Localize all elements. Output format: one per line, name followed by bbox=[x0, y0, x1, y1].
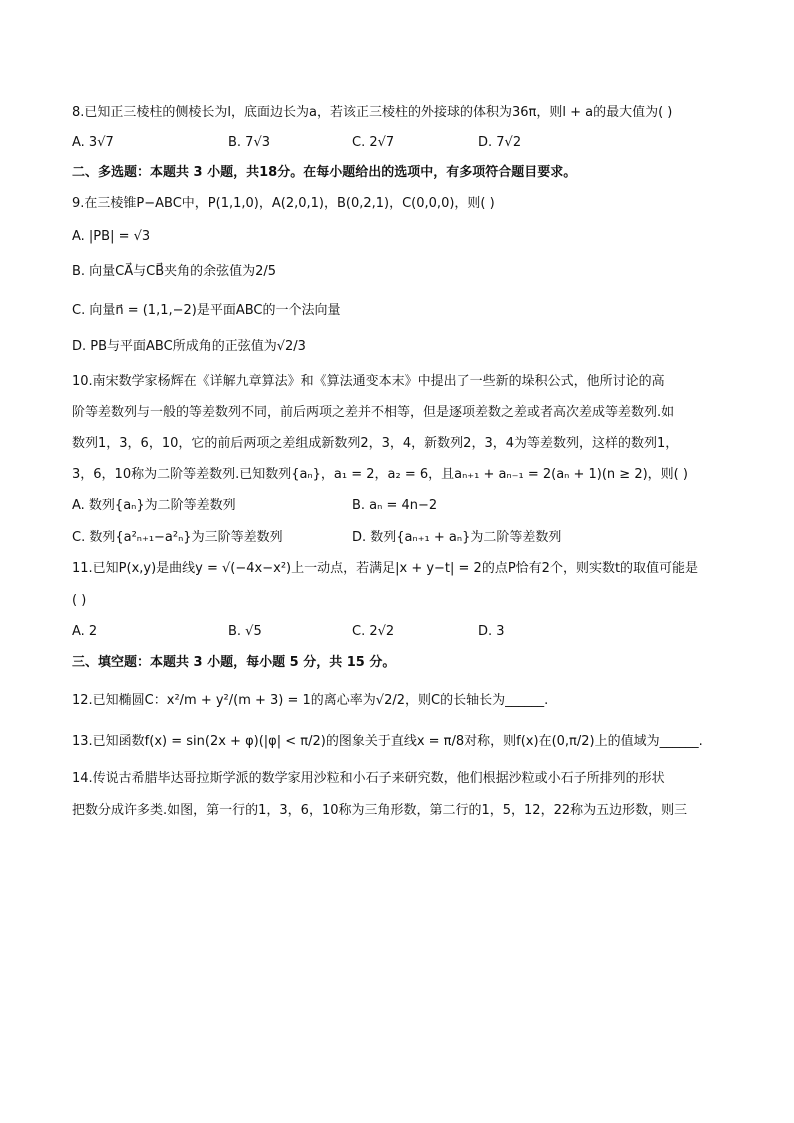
q8-option-b: B. 7√3 bbox=[228, 135, 271, 150]
q9-option-d: D. PB与平面ABC所成角的正弦值为√2/3 bbox=[72, 339, 306, 354]
q14-line-2: 把数分成许多类.如图，第一行的1，3，6，10称为三角形数，第二行的1，5，12，22称为五边形数，则三 bbox=[72, 803, 688, 818]
q11-line-2: ( ) bbox=[72, 593, 87, 608]
q10-line-4: 3，6，10称为二阶等差数列.已知数列{aₙ}，a₁ = 2，a₂ = 6，且aₙ₊₁ + aₙ₋₁ = 2(aₙ + 1)(n ≥ 2)，则( ) bbox=[72, 467, 688, 482]
q8-stem: 8.已知正三棱柱的侧棱长为l，底面边长为a，若该正三棱柱的外接球的体积为36π，则l + a的最大值为( ) bbox=[72, 105, 673, 120]
q10-line-3: 数列1，3，6，10，它的前后两项之差组成新数列2，3，4，新数列2，3，4为等差数列，这样的数列1， bbox=[72, 436, 679, 451]
q11-option-c: C. 2√2 bbox=[352, 624, 395, 639]
q10-option-a: A. 数列{aₙ}为二阶等差数列 bbox=[72, 498, 236, 513]
q14-line-1: 14.传说古希腊毕达哥拉斯学派的数学家用沙粒和小石子来研究数，他们根据沙粒或小石子所排列的形状 bbox=[72, 771, 665, 786]
q10-option-d: D. 数列{aₙ₊₁ + aₙ}为二阶等差数列 bbox=[352, 530, 562, 545]
q10-option-b: B. aₙ = 4n−2 bbox=[352, 498, 438, 513]
q9-option-c: C. 向量n⃗ = (1,1,−2)是平面ABC的一个法向量 bbox=[72, 303, 341, 318]
q11-option-b: B. √5 bbox=[228, 624, 262, 639]
q9-option-b: B. 向量CA⃗与CB⃗夹角的余弦值为2/5 bbox=[72, 264, 277, 279]
section-2-heading: 二、多选题：本题共 3 小题，共18分。在每小题给出的选项中，有多项符合题目要求。 bbox=[72, 165, 577, 180]
q12-stem: 12.已知椭圆C：x²/m + y²/(m + 3) = 1的离心率为√2/2，则C的长轴长为______. bbox=[72, 693, 549, 708]
q8-option-a: A. 3√7 bbox=[72, 135, 114, 150]
q11-line-1: 11.已知P(x,y)是曲线y = √(−4x−x²)上一动点，若满足|x + y−t| = 2的点P恰有2个，则实数t的取值可能是 bbox=[72, 561, 699, 576]
q10-option-c: C. 数列{a²ₙ₊₁−a²ₙ}为三阶等差数列 bbox=[72, 530, 283, 545]
q10-line-2: 阶等差数列与一般的等差数列不同，前后两项之差并不相等，但是逐项差数之差或者高次差成等差数列.如 bbox=[72, 405, 675, 420]
q8-option-c: C. 2√7 bbox=[352, 135, 395, 150]
q8-option-d: D. 7√2 bbox=[478, 135, 522, 150]
q10-line-1: 10.南宋数学家杨辉在《详解九章算法》和《算法通变本末》中提出了一些新的垛积公式，他所讨论的高 bbox=[72, 374, 665, 389]
q9-option-a: A. |PB| = √3 bbox=[72, 229, 151, 244]
q11-option-a: A. 2 bbox=[72, 624, 98, 639]
q13-stem: 13.已知函数f(x) = sin(2x + φ)(|φ| < π/2)的图象关于直线x = π/8对称，则f(x)在(0,π/2)上的值域为______. bbox=[72, 734, 703, 749]
q11-option-d: D. 3 bbox=[478, 624, 505, 639]
q9-stem: 9.在三棱锥P−ABC中，P(1,1,0)，A(2,0,1)，B(0,2,1)，C(0,0,0)，则( ) bbox=[72, 196, 495, 211]
section-3-heading: 三、填空题：本题共 3 小题，每小题 5 分，共 15 分。 bbox=[72, 655, 396, 670]
